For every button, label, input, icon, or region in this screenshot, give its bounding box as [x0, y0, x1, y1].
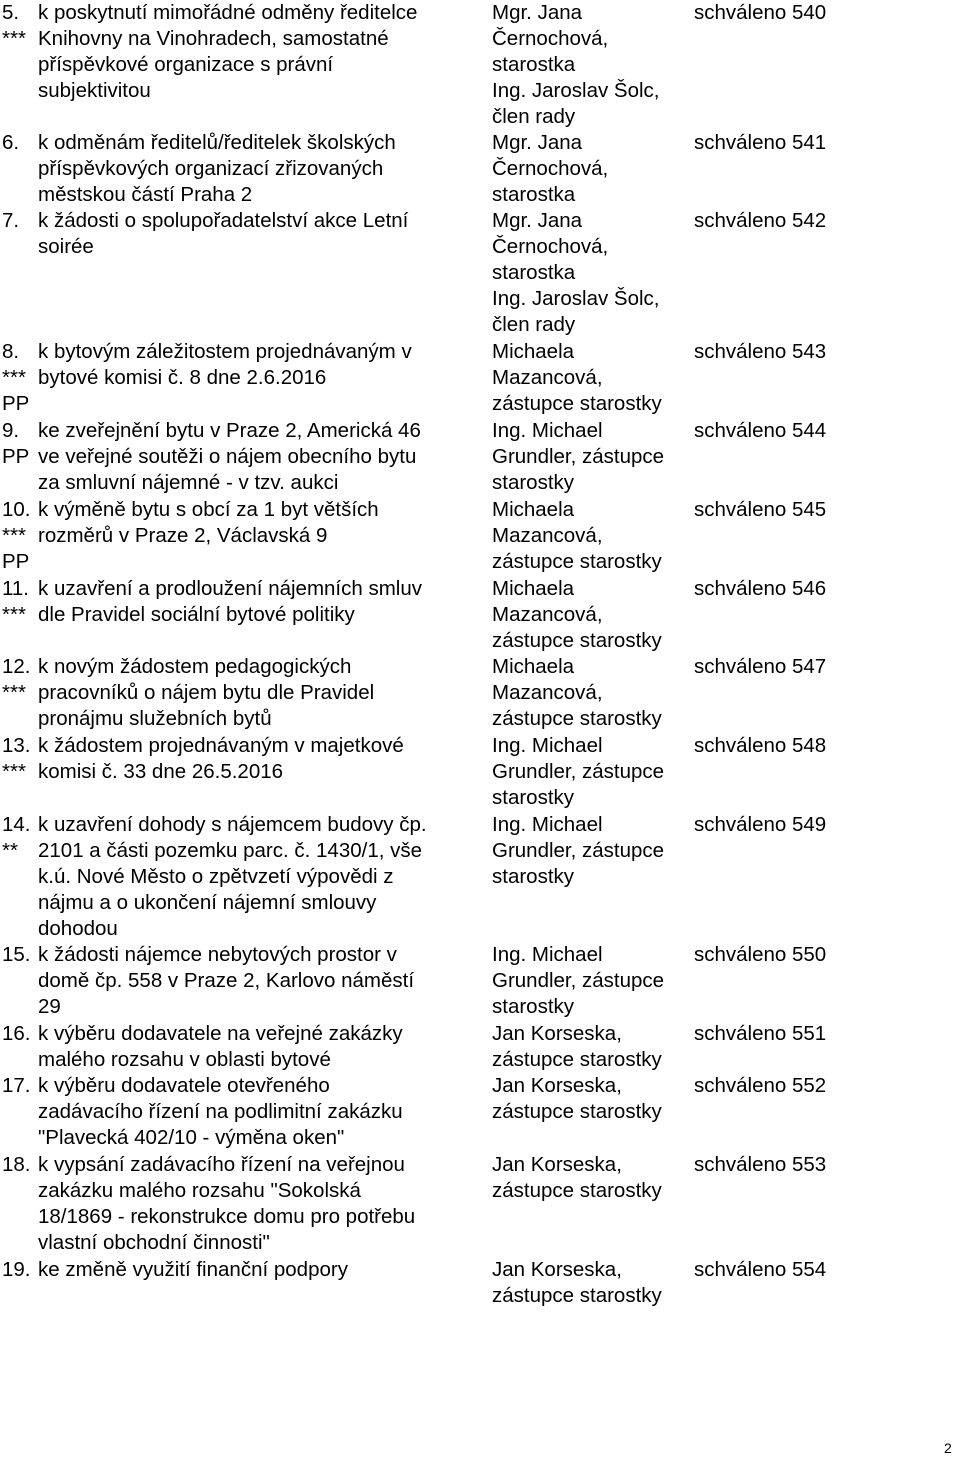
item-number: [2, 576, 38, 628]
item-subject-line: k žádostem projednávaným v majetkové: [38, 734, 404, 757]
item-subject: [38, 733, 490, 785]
item-presenter-line: zástupce starostky: [492, 1284, 662, 1307]
item-subject-line: 2101 a části pozemku parc. č. 1430/1, vše: [38, 839, 423, 862]
item-result: schváleno 547: [694, 655, 827, 678]
item-number: [2, 812, 38, 864]
item-number-line: 8.: [2, 340, 20, 363]
item-subject-line: ve veřejné soutěži o nájem obecního bytu: [38, 445, 417, 468]
item-presenter: [492, 1021, 692, 1073]
item-presenter-line: Jan Korseska,: [492, 1074, 622, 1097]
item-result: schváleno 544: [694, 419, 827, 442]
item-presenter-line: Mgr. Jana: [492, 131, 583, 154]
item-subject-line: k novým žádostem pedagogických: [38, 655, 352, 678]
item-number-line: 6.: [2, 131, 20, 154]
item-result: schváleno 554: [694, 1258, 827, 1281]
item-subject-line: komisi č. 33 dne 26.5.2016: [38, 760, 284, 783]
item-presenter-line: Michaela: [492, 498, 575, 521]
item-number-line: 12.: [2, 655, 31, 678]
item-subject-line: městskou částí Praha 2: [38, 183, 253, 206]
item-result: schváleno 553: [694, 1153, 827, 1176]
item-presenter-line: Mazancová,: [492, 524, 603, 547]
item-number-line: ***: [2, 603, 26, 626]
item-number: [2, 1257, 38, 1283]
item-subject-line: k výběru dodavatele otevřeného: [38, 1074, 330, 1097]
item-subject-line: bytové komisi č. 8 dne 2.6.2016: [38, 366, 327, 389]
item-presenter-line: zástupce starostky: [492, 1100, 662, 1123]
item-presenter: [492, 0, 692, 130]
item-subject: [38, 130, 490, 208]
item-subject-line: vlastní obchodní činnosti": [38, 1231, 270, 1254]
item-number-line: PP: [2, 550, 30, 573]
item-number-line: 10.: [2, 498, 31, 521]
item-presenter-line: zástupce starostky: [492, 629, 662, 652]
item-subject-line: k odměnám ředitelů/ředitelek školských: [38, 131, 396, 154]
item-subject: [38, 812, 490, 942]
item-number-line: ***: [2, 27, 26, 50]
item-presenter: [492, 1073, 692, 1125]
item-presenter: [492, 339, 692, 417]
item-number-line: 19.: [2, 1258, 31, 1281]
item-presenter-line: Mazancová,: [492, 681, 603, 704]
item-subject-line: k výběru dodavatele na veřejné zakázky: [38, 1022, 403, 1045]
item-result: schváleno 552: [694, 1074, 827, 1097]
item-subject-line: zakázku malého rozsahu "Sokolská: [38, 1179, 361, 1202]
item-presenter-line: Mgr. Jana: [492, 209, 583, 232]
item-presenter-line: zástupce starostky: [492, 550, 662, 573]
item-result: schváleno 550: [694, 943, 827, 966]
item-number: [2, 418, 38, 470]
item-subject-line: k poskytnutí mimořádné odměny ředitelce: [38, 1, 418, 24]
item-presenter-line: starostky: [492, 865, 575, 888]
item-number-line: PP: [2, 445, 30, 468]
item-presenter-line: Ing. Jaroslav Šolc,: [492, 287, 660, 310]
item-subject-line: k vypsání zadávacího řízení na veřejnou: [38, 1153, 405, 1176]
item-subject: [38, 1152, 490, 1256]
item-subject: [38, 497, 490, 549]
item-number-line: 11.: [2, 577, 29, 600]
item-subject-line: příspěvkové organizace s právní: [38, 53, 334, 76]
item-number-line: ***: [2, 760, 26, 783]
item-subject: [38, 208, 490, 260]
item-presenter: [492, 733, 692, 811]
item-subject-line: subjektivitou: [38, 79, 151, 102]
item-presenter: [492, 130, 692, 208]
item-subject-line: k.ú. Nové Město o zpětvzetí výpovědi z: [38, 865, 394, 888]
item-number-line: PP: [2, 392, 30, 415]
item-result: schváleno 548: [694, 734, 827, 757]
item-subject: [38, 418, 490, 496]
item-presenter-line: starostky: [492, 995, 575, 1018]
item-presenter: [492, 654, 692, 732]
item-presenter-line: Grundler, zástupce: [492, 760, 665, 783]
item-number: [2, 733, 38, 785]
item-number: [2, 1073, 38, 1099]
item-subject-line: 29: [38, 995, 61, 1018]
item-presenter-line: starostky: [492, 471, 575, 494]
item-subject-line: dle Pravidel sociální bytové politiky: [38, 603, 355, 626]
item-result: schváleno 542: [694, 209, 827, 232]
item-number-line: 7.: [2, 209, 20, 232]
item-subject: [38, 942, 490, 1020]
item-presenter-line: Mazancová,: [492, 366, 603, 389]
item-presenter-line: zástupce starostky: [492, 1179, 662, 1202]
item-subject: [38, 0, 490, 104]
item-subject-line: k výměně bytu s obcí za 1 byt větších: [38, 498, 379, 521]
item-subject-line: malého rozsahu v oblasti bytové: [38, 1048, 331, 1071]
item-subject-line: domě čp. 558 v Praze 2, Karlovo náměstí: [38, 969, 415, 992]
item-subject-line: k bytovým záležitostem projednávaným v: [38, 340, 412, 363]
item-presenter-line: starostky: [492, 786, 575, 809]
item-presenter-line: Grundler, zástupce: [492, 969, 665, 992]
item-subject-line: "Plavecká 402/10 - výměna oken": [38, 1126, 345, 1149]
item-number-line: 17.: [2, 1074, 31, 1097]
item-subject-line: k žádosti nájemce nebytových prostor v: [38, 943, 397, 966]
item-number-line: 9.: [2, 419, 20, 442]
item-result: schváleno 540: [694, 1, 827, 24]
item-presenter: [492, 1257, 692, 1309]
item-number: [2, 130, 38, 156]
item-subject-line: ke změně využití finanční podpory: [38, 1258, 348, 1281]
item-subject: [38, 654, 490, 732]
item-presenter-line: zástupce starostky: [492, 707, 662, 730]
item-presenter: [492, 418, 692, 496]
item-subject: [38, 576, 490, 628]
item-result: schváleno 546: [694, 577, 827, 600]
item-presenter-line: starostka: [492, 261, 576, 284]
item-number-line: 5.: [2, 1, 20, 24]
item-presenter-line: Ing. Michael: [492, 813, 603, 836]
item-result: schváleno 545: [694, 498, 827, 521]
item-presenter-line: starostka: [492, 183, 576, 206]
item-subject-line: 18/1869 - rekonstrukce domu pro potřebu: [38, 1205, 416, 1228]
item-subject-line: k uzavření a prodloužení nájemních smluv: [38, 577, 423, 600]
item-number: [2, 654, 38, 706]
item-result: schváleno 551: [694, 1022, 827, 1045]
item-subject-line: k žádosti o spolupořadatelství akce Letní: [38, 209, 409, 232]
item-presenter: [492, 576, 692, 654]
item-subject: [38, 1073, 490, 1151]
item-number: [2, 339, 38, 417]
item-presenter-line: Černochová,: [492, 27, 609, 50]
item-presenter-line: zástupce starostky: [492, 1048, 662, 1071]
item-presenter-line: Michaela: [492, 340, 575, 363]
item-presenter: [492, 942, 692, 1020]
item-number-line: ***: [2, 366, 26, 389]
item-presenter: [492, 208, 692, 338]
item-subject: [38, 1257, 490, 1283]
item-subject-line: soirée: [38, 235, 94, 258]
item-number: [2, 0, 38, 52]
item-presenter-line: Ing. Michael: [492, 734, 603, 757]
page-number: 2: [944, 1440, 952, 1456]
item-presenter-line: člen rady: [492, 105, 576, 128]
item-number-line: ***: [2, 524, 26, 547]
item-presenter: [492, 497, 692, 575]
item-subject-line: za smluvní nájemné - v tzv. aukci: [38, 471, 339, 494]
item-result: schváleno 541: [694, 131, 827, 154]
item-result: schváleno 543: [694, 340, 827, 363]
item-presenter-line: Michaela: [492, 577, 575, 600]
item-presenter-line: starostka: [492, 53, 576, 76]
item-presenter-line: Ing. Michael: [492, 943, 603, 966]
item-subject-line: zadávacího řízení na podlimitní zakázku: [38, 1100, 403, 1123]
item-subject-line: příspěvkových organizací zřizovaných: [38, 157, 384, 180]
item-subject-line: dohodou: [38, 917, 118, 940]
item-number-line: **: [2, 839, 18, 862]
item-subject-line: ke zveřejnění bytu v Praze 2, Americká 46: [38, 419, 421, 442]
item-number-line: 18.: [2, 1153, 31, 1176]
item-presenter: [492, 1152, 692, 1204]
item-subject-line: k uzavření dohody s nájemcem budovy čp.: [38, 813, 427, 836]
item-presenter-line: zástupce starostky: [492, 392, 662, 415]
item-number: [2, 1152, 38, 1178]
item-subject: [38, 1021, 490, 1073]
item-subject-line: rozměrů v Praze 2, Václavská 9: [38, 524, 328, 547]
item-number: [2, 497, 38, 575]
item-number: [2, 1021, 38, 1047]
item-presenter-line: Ing. Michael: [492, 419, 603, 442]
item-presenter-line: Černochová,: [492, 235, 609, 258]
item-presenter-line: Jan Korseska,: [492, 1153, 622, 1176]
item-result: schváleno 549: [694, 813, 827, 836]
item-subject: [38, 339, 490, 391]
item-number-line: ***: [2, 681, 26, 704]
item-presenter-line: Černochová,: [492, 157, 609, 180]
item-subject-line: Knihovny na Vinohradech, samostatné: [38, 27, 389, 50]
item-presenter-line: Grundler, zástupce: [492, 445, 665, 468]
item-presenter-line: Mazancová,: [492, 603, 603, 626]
item-presenter: [492, 812, 692, 890]
item-subject-line: pronájmu služebních bytů: [38, 707, 272, 730]
item-presenter-line: Mgr. Jana: [492, 1, 583, 24]
item-number-line: 14.: [2, 813, 31, 836]
item-presenter-line: Jan Korseska,: [492, 1258, 622, 1281]
item-presenter-line: člen rady: [492, 313, 576, 336]
item-subject-line: nájmu a o ukončení nájemní smlouvy: [38, 891, 377, 914]
item-subject-line: pracovníků o nájem bytu dle Pravidel: [38, 681, 375, 704]
item-number-line: 13.: [2, 734, 31, 757]
item-number-line: 15.: [2, 943, 31, 966]
item-presenter-line: Michaela: [492, 655, 575, 678]
item-number: [2, 942, 38, 968]
item-presenter-line: Grundler, zástupce: [492, 839, 665, 862]
item-presenter-line: Ing. Jaroslav Šolc,: [492, 79, 660, 102]
item-number: [2, 208, 38, 234]
item-presenter-line: Jan Korseska,: [492, 1022, 622, 1045]
item-number-line: 16.: [2, 1022, 31, 1045]
